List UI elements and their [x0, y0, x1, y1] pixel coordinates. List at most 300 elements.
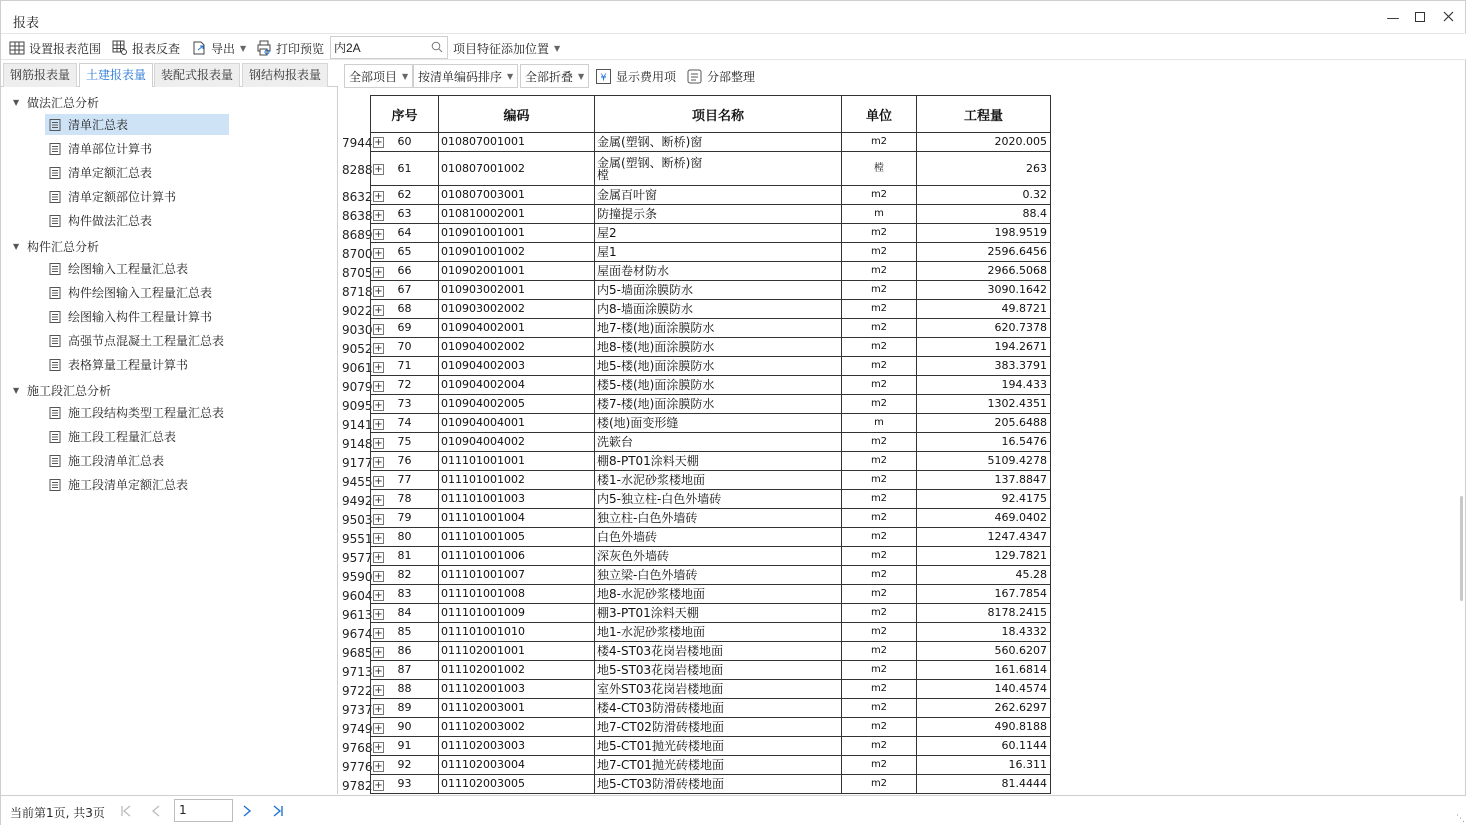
all-items-dropdown[interactable]	[344, 64, 413, 88]
cell-name	[595, 756, 842, 775]
tree-group[interactable]	[13, 380, 111, 400]
cell-seq: 89	[371, 699, 439, 718]
row-number: 9713	[342, 664, 373, 679]
tree-item[interactable]	[45, 306, 220, 327]
cell-unit: m2	[842, 281, 917, 300]
cell-seq: 85	[371, 623, 439, 642]
cell-seq: 86	[371, 642, 439, 661]
cell-seq: 67	[371, 281, 439, 300]
cell-qty: 383.3791	[917, 357, 1051, 376]
cell-name	[595, 528, 842, 547]
status-bar	[1, 795, 1466, 826]
cell-name	[595, 433, 842, 452]
cell-unit: m	[842, 414, 917, 433]
report-table	[370, 95, 1051, 794]
cell-name	[595, 775, 842, 794]
cell-name	[595, 395, 842, 414]
chevron-down-icon: ▼	[507, 71, 514, 81]
report-tree	[1, 87, 338, 794]
tree-item[interactable]	[45, 426, 184, 447]
export-dropdown-icon[interactable]: ▼	[240, 43, 247, 53]
report-table-area	[342, 93, 1463, 794]
cell-unit: m2	[842, 661, 917, 680]
expand-icon[interactable]: +	[374, 190, 383, 202]
cell-unit: m	[842, 205, 917, 224]
table-row[interactable]	[371, 300, 1051, 319]
table-row[interactable]	[371, 224, 1051, 243]
tree-item[interactable]	[45, 474, 196, 495]
expand-icon[interactable]: +	[374, 703, 383, 715]
document-icon	[49, 359, 61, 371]
cell-name-line: 地7-CT01抛光砖楼地面	[597, 758, 724, 772]
cell-qty: 45.28	[917, 566, 1051, 585]
row-number: 9503	[342, 512, 373, 527]
cell-seq: 91	[371, 737, 439, 756]
cell-name-line: 楼1-水泥砂浆楼地面	[597, 473, 705, 487]
expand-icon[interactable]: +	[374, 513, 383, 525]
cell-code: 010904002001	[439, 319, 595, 338]
table-row[interactable]	[371, 395, 1051, 414]
cell-qty: 16.311	[917, 756, 1051, 775]
table-row[interactable]	[371, 585, 1051, 604]
cell-name	[595, 680, 842, 699]
tree-item-label: 清单汇总表	[68, 118, 129, 132]
cell-unit: m2	[842, 452, 917, 471]
cell-seq: 61	[371, 152, 439, 186]
cell-seq: 92	[371, 756, 439, 775]
cell-seq: 76	[371, 452, 439, 471]
row-number: 8638	[342, 208, 373, 223]
table-row[interactable]	[371, 661, 1051, 680]
cell-name	[595, 642, 842, 661]
cell-unit: m2	[842, 604, 917, 623]
cell-name	[595, 623, 842, 642]
table-row[interactable]	[371, 775, 1051, 794]
expand-icon[interactable]: +	[374, 494, 383, 506]
organize-label: 分部整理	[707, 69, 756, 84]
expand-icon[interactable]: +	[374, 361, 383, 373]
expand-icon[interactable]: +	[374, 136, 383, 148]
cell-seq: 87	[371, 661, 439, 680]
cell-name	[595, 338, 842, 357]
cell-name-line: 屋1	[597, 245, 617, 259]
expand-icon[interactable]: +	[374, 399, 383, 411]
cell-qty: 8178.2415	[917, 604, 1051, 623]
chevron-down-icon: ▼	[554, 43, 561, 53]
cell-qty: 81.4444	[917, 775, 1051, 794]
expand-icon[interactable]: +	[374, 589, 383, 601]
cell-qty: 129.7821	[917, 547, 1051, 566]
svg-text:¥: ¥	[600, 72, 607, 83]
fold-all-dropdown[interactable]	[520, 64, 589, 88]
tree-item[interactable]	[45, 450, 172, 471]
table-row[interactable]	[371, 243, 1051, 262]
tree-group-label: 构件汇总分析	[27, 239, 100, 254]
expand-icon[interactable]: +	[374, 608, 383, 620]
table-row[interactable]	[371, 205, 1051, 224]
tree-item-label: 清单部位计算书	[68, 142, 153, 156]
cell-unit: m2	[842, 300, 917, 319]
table-row[interactable]	[371, 357, 1051, 376]
expand-icon[interactable]: +	[374, 437, 383, 449]
table-row[interactable]	[371, 737, 1051, 756]
chevron-down-icon: ▼	[578, 71, 585, 81]
expand-icon[interactable]: +	[374, 285, 383, 297]
cell-code: 010904002002	[439, 338, 595, 357]
yen-icon	[596, 69, 611, 84]
cell-code: 011102003003	[439, 737, 595, 756]
document-icon	[49, 167, 61, 179]
table-row[interactable]	[371, 433, 1051, 452]
cell-code: 011101001010	[439, 623, 595, 642]
table-row[interactable]	[371, 152, 1051, 186]
cell-seq: 78	[371, 490, 439, 509]
reverse-check-button[interactable]	[112, 38, 180, 58]
cell-qty: 490.8188	[917, 718, 1051, 737]
cell-unit: m2	[842, 376, 917, 395]
cell-seq: 60	[371, 133, 439, 152]
cell-qty: 88.4	[917, 205, 1051, 224]
expand-icon[interactable]: +	[374, 741, 383, 753]
tree-item[interactable]	[45, 210, 160, 231]
tree-item-label: 施工段清单汇总表	[68, 454, 165, 468]
expand-icon[interactable]: +	[374, 228, 383, 240]
cell-unit: m2	[842, 433, 917, 452]
cell-name-line: 洗簌台	[597, 435, 634, 449]
expand-icon[interactable]: +	[374, 779, 383, 791]
cell-unit: m2	[842, 528, 917, 547]
expand-icon[interactable]: +	[374, 266, 383, 278]
table-row[interactable]	[371, 699, 1051, 718]
cell-seq: 69	[371, 319, 439, 338]
tree-item[interactable]	[45, 282, 220, 303]
cell-code: 010807001002	[439, 152, 595, 186]
cell-name-line: 独立柱-白色外墙砖	[597, 511, 698, 525]
expand-icon[interactable]: +	[374, 551, 383, 563]
expand-icon[interactable]: +	[374, 627, 383, 639]
cell-name-line: 内8-墙面涂膜防水	[597, 302, 693, 316]
table-row[interactable]	[371, 471, 1051, 490]
table-row[interactable]	[371, 281, 1051, 300]
cell-qty: 60.1144	[917, 737, 1051, 756]
cell-code: 010904002004	[439, 376, 595, 395]
cell-name-line: 棚8-PT01涂料天棚	[597, 454, 699, 468]
organize-button[interactable]	[687, 66, 755, 86]
cell-name	[595, 509, 842, 528]
document-icon	[49, 431, 61, 443]
cell-seq: 80	[371, 528, 439, 547]
row-number: 9749	[342, 721, 373, 736]
vertical-scrollbar[interactable]	[1460, 496, 1463, 601]
expand-icon[interactable]: +	[374, 304, 383, 316]
header-code: 编码	[439, 96, 595, 133]
table-row[interactable]	[371, 528, 1051, 547]
cell-unit: m2	[842, 243, 917, 262]
caret-down-icon[interactable]: ▼	[13, 241, 20, 251]
cell-code: 010904004001	[439, 414, 595, 433]
tab-rebar-report[interactable]: 钢筋报表量	[3, 63, 77, 87]
cell-code: 011102003002	[439, 718, 595, 737]
table-row[interactable]	[371, 509, 1051, 528]
row-number: 9177	[342, 455, 373, 470]
row-number: 9782	[342, 778, 373, 793]
cell-code: 011102003004	[439, 756, 595, 775]
expand-icon[interactable]: +	[374, 722, 383, 734]
caret-down-icon[interactable]: ▼	[13, 97, 20, 107]
tree-item[interactable]	[45, 114, 229, 135]
cell-code: 010904004002	[439, 433, 595, 452]
print-preview-icon	[256, 40, 272, 56]
row-number: 9022	[342, 303, 373, 318]
cell-code: 010904002005	[439, 395, 595, 414]
tree-item[interactable]	[45, 402, 232, 423]
cell-name	[595, 319, 842, 338]
cell-unit: m2	[842, 224, 917, 243]
expand-icon[interactable]: +	[374, 665, 383, 677]
tab-steel-report[interactable]: 钢结构报表量	[242, 63, 328, 87]
cell-unit: m2	[842, 699, 917, 718]
row-number: 9685	[342, 645, 373, 660]
table-row[interactable]	[371, 756, 1051, 775]
cell-unit: m2	[842, 756, 917, 775]
page-info: 当前第1页, 共3页	[10, 806, 105, 820]
tab-prefab-report[interactable]: 装配式报表量	[154, 63, 240, 87]
table-row[interactable]	[371, 338, 1051, 357]
tree-item-label: 构件做法汇总表	[68, 214, 153, 228]
row-number: 9141	[342, 417, 373, 432]
expand-icon[interactable]: +	[374, 163, 383, 175]
cell-qty: 161.6814	[917, 661, 1051, 680]
cell-unit: m2	[842, 262, 917, 281]
cell-code: 011102001001	[439, 642, 595, 661]
cell-name	[595, 186, 842, 205]
page-number-input[interactable]: 1	[174, 799, 233, 822]
toolbar	[1, 33, 1466, 60]
expand-icon[interactable]: +	[374, 247, 383, 259]
cell-name-line: 地5-楼(地)面涂膜防水	[597, 359, 715, 373]
cell-name	[595, 357, 842, 376]
tree-item-label: 施工段工程量汇总表	[68, 430, 177, 444]
sort-label: 按清单编码排序	[418, 69, 503, 84]
cell-name	[595, 452, 842, 471]
close-icon[interactable]	[1438, 9, 1458, 29]
cell-qty: 560.6207	[917, 642, 1051, 661]
cell-name-line: 地8-水泥砂浆楼地面	[597, 587, 705, 601]
cell-seq: 62	[371, 186, 439, 205]
row-number: 9613	[342, 607, 373, 622]
caret-down-icon[interactable]: ▼	[13, 385, 20, 395]
cell-qty: 167.7854	[917, 585, 1051, 604]
cell-seq: 71	[371, 357, 439, 376]
cell-code: 010901001002	[439, 243, 595, 262]
cell-name	[595, 205, 842, 224]
cell-qty: 620.7378	[917, 319, 1051, 338]
tree-group-label: 做法汇总分析	[27, 95, 100, 110]
export-button[interactable]	[191, 38, 246, 58]
header-qty: 工程量	[917, 96, 1051, 133]
table-row[interactable]	[371, 319, 1051, 338]
cell-name-line: 地5-ST03花岗岩楼地面	[597, 663, 724, 677]
maximize-icon[interactable]	[1410, 9, 1430, 29]
cell-qty: 16.5476	[917, 433, 1051, 452]
expand-icon[interactable]: +	[374, 209, 383, 221]
title-bar	[1, 1, 1466, 33]
cell-qty: 205.6488	[917, 414, 1051, 433]
row-number: 9674	[342, 626, 373, 641]
cell-name-line: 地7-楼(地)面涂膜防水	[597, 321, 715, 335]
cell-code: 011101001002	[439, 471, 595, 490]
row-number: 9079	[342, 379, 373, 394]
expand-icon[interactable]: +	[374, 380, 383, 392]
tree-item[interactable]	[45, 162, 160, 183]
table-row[interactable]	[371, 623, 1051, 642]
cell-seq: 70	[371, 338, 439, 357]
minimize-icon[interactable]: —	[1386, 11, 1400, 26]
cell-name-line: 楼4-ST03花岗岩楼地面	[597, 644, 724, 658]
table-row[interactable]	[371, 566, 1051, 585]
cell-name	[595, 490, 842, 509]
cell-seq: 88	[371, 680, 439, 699]
cell-code: 011101001007	[439, 566, 595, 585]
tree-item[interactable]	[45, 354, 196, 375]
cell-name-line: 屋面卷材防水	[597, 264, 670, 278]
cell-name-line: 棚3-PT01涂料天棚	[597, 606, 699, 620]
table-row[interactable]	[371, 414, 1051, 433]
sort-dropdown[interactable]	[413, 64, 518, 88]
document-icon	[49, 143, 61, 155]
table-row[interactable]	[371, 186, 1051, 205]
cell-qty: 18.4332	[917, 623, 1051, 642]
tree-group[interactable]	[13, 92, 99, 112]
table-header-row	[371, 96, 1051, 133]
tree-item-label: 绘图输入工程量汇总表	[68, 262, 189, 276]
row-number: 9095	[342, 398, 373, 413]
document-icon	[49, 191, 61, 203]
row-number: 7944	[342, 135, 373, 150]
cell-seq: 84	[371, 604, 439, 623]
tree-item-label: 表格算量工程量计算书	[68, 358, 189, 372]
table-row[interactable]	[371, 718, 1051, 737]
first-page-icon[interactable]	[118, 803, 134, 819]
cell-name-line: 金属(塑钢、断桥)窗	[597, 135, 703, 149]
cell-code: 011101001001	[439, 452, 595, 471]
table-search-icon	[112, 40, 128, 56]
cell-unit: m2	[842, 623, 917, 642]
tree-item[interactable]	[45, 258, 196, 279]
feature-position-dropdown[interactable]	[453, 38, 560, 58]
print-preview-button[interactable]	[256, 38, 324, 58]
cell-name	[595, 224, 842, 243]
cell-name	[595, 737, 842, 756]
tree-item-label: 施工段结构类型工程量汇总表	[68, 406, 225, 420]
expand-icon[interactable]: +	[374, 570, 383, 582]
cell-unit: 樘	[842, 152, 917, 186]
expand-icon[interactable]: +	[374, 475, 383, 487]
table-row[interactable]	[371, 604, 1051, 623]
cell-code: 011102001003	[439, 680, 595, 699]
next-page-icon[interactable]	[239, 803, 255, 819]
expand-icon[interactable]: +	[374, 760, 383, 772]
row-number: 9455	[342, 474, 373, 489]
cell-unit: m2	[842, 186, 917, 205]
cell-seq: 83	[371, 585, 439, 604]
show-fee-toggle[interactable]	[596, 66, 676, 86]
tree-item[interactable]	[45, 186, 184, 207]
row-number: 9148	[342, 436, 373, 451]
cell-name-line: 内5-墙面涂膜防水	[597, 283, 693, 297]
table-row[interactable]	[371, 262, 1051, 281]
expand-icon[interactable]: +	[374, 646, 383, 658]
cell-unit: m2	[842, 775, 917, 794]
search-icon[interactable]	[431, 41, 443, 53]
expand-icon[interactable]: +	[374, 323, 383, 335]
cell-seq: 72	[371, 376, 439, 395]
cell-name	[595, 566, 842, 585]
cell-unit: m2	[842, 471, 917, 490]
expand-icon[interactable]: +	[374, 418, 383, 430]
cell-code: 011101001003	[439, 490, 595, 509]
table-row[interactable]	[371, 642, 1051, 661]
report-tabs	[1, 61, 338, 87]
tree-group[interactable]	[13, 236, 99, 256]
cell-seq: 65	[371, 243, 439, 262]
organize-icon	[687, 69, 702, 84]
header-name: 项目名称	[595, 96, 842, 133]
cell-name-line: 地5-CT03防滑砖楼地面	[597, 777, 724, 791]
cell-code: 011101001005	[439, 528, 595, 547]
expand-icon[interactable]: +	[374, 532, 383, 544]
cell-code: 011102003005	[439, 775, 595, 794]
document-icon	[49, 479, 61, 491]
row-number: 8718	[342, 284, 373, 299]
expand-icon[interactable]: +	[374, 456, 383, 468]
table-row[interactable]	[371, 376, 1051, 395]
tree-item[interactable]	[45, 330, 232, 351]
table-row[interactable]	[371, 133, 1051, 152]
cell-name	[595, 414, 842, 433]
row-number: 9551	[342, 531, 373, 546]
tree-item[interactable]	[45, 138, 160, 159]
expand-icon[interactable]: +	[374, 684, 383, 696]
cell-qty: 49.8721	[917, 300, 1051, 319]
cell-name-line: 楼4-CT03防滑砖楼地面	[597, 701, 724, 715]
table-row[interactable]	[371, 452, 1051, 471]
table-row[interactable]	[371, 490, 1051, 509]
cell-seq: 66	[371, 262, 439, 281]
row-number: 9577	[342, 550, 373, 565]
document-icon	[49, 287, 61, 299]
table-row[interactable]	[371, 547, 1051, 566]
table-row[interactable]	[371, 680, 1051, 699]
cell-code: 010901001001	[439, 224, 595, 243]
expand-icon[interactable]: +	[374, 342, 383, 354]
cell-unit: m2	[842, 718, 917, 737]
row-number: 8632	[342, 189, 373, 204]
prev-page-icon[interactable]	[148, 803, 164, 819]
cell-qty: 2020.005	[917, 133, 1051, 152]
cell-name	[595, 376, 842, 395]
resize-grip-icon[interactable]: ⋱	[1456, 814, 1465, 824]
tab-civil-report[interactable]: 土建报表量	[79, 63, 153, 88]
set-range-button[interactable]	[9, 38, 101, 58]
cell-seq: 64	[371, 224, 439, 243]
all-items-label: 全部项目	[349, 69, 398, 84]
last-page-icon[interactable]	[270, 803, 286, 819]
cell-qty: 469.0402	[917, 509, 1051, 528]
cell-seq: 93	[371, 775, 439, 794]
tree-item-label: 绘图输入构件工程量计算书	[68, 310, 213, 324]
cell-qty: 194.2671	[917, 338, 1051, 357]
